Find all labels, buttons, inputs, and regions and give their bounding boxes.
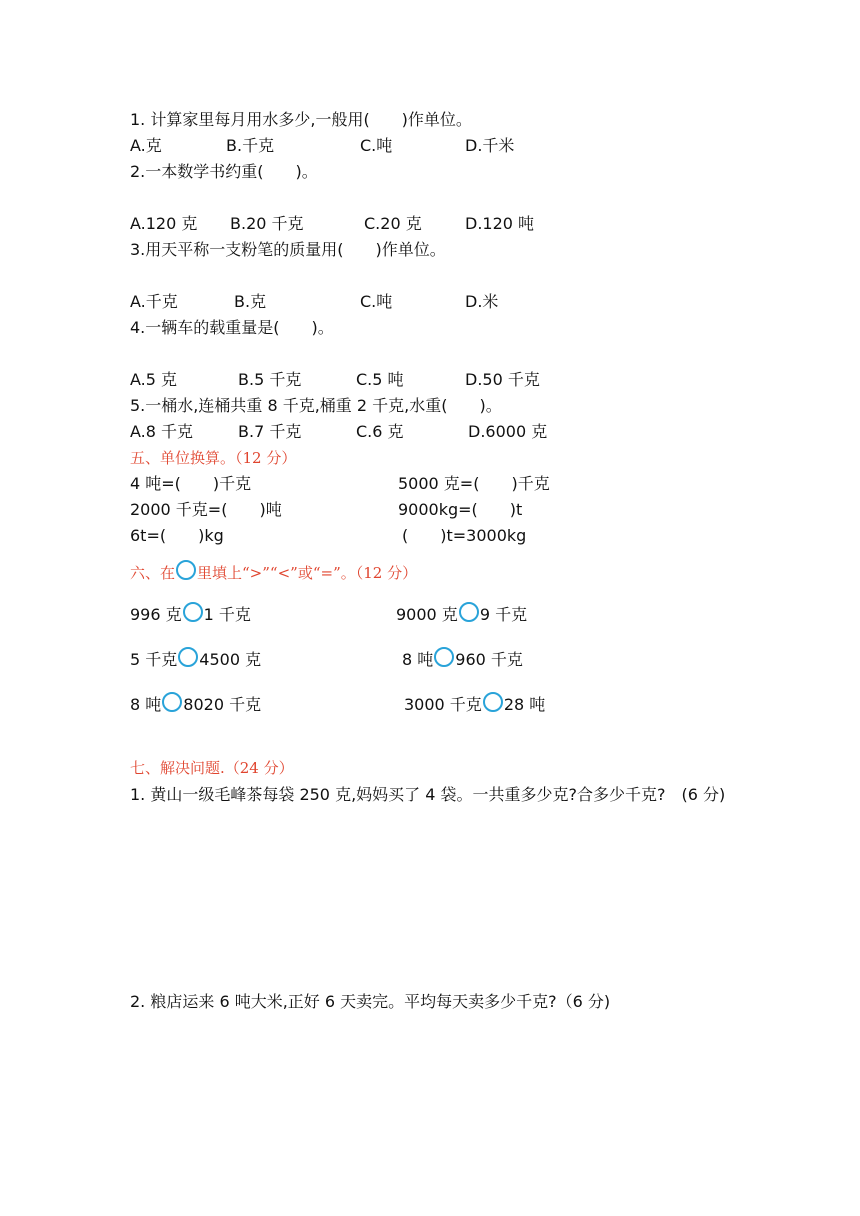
answer-circle-icon[interactable]: [483, 692, 503, 712]
problem-2: 2. 粮店运来 6 吨大米,正好 6 天卖完。平均每天卖多少千克?（6 分): [130, 992, 611, 1011]
compare-item-4: [402, 647, 523, 671]
q1-stem: 1. 计算家里每月用水多少,一般用( )作单位。: [130, 110, 472, 129]
circle-icon: [176, 560, 196, 580]
q4-option-b: B.5 千克: [238, 370, 302, 389]
answer-circle-icon[interactable]: [178, 647, 198, 667]
q3-option-d: D.米: [465, 292, 499, 311]
q4-option-c: C.5 吨: [356, 370, 404, 389]
compare-item-6: [404, 692, 545, 716]
q5-option-b: B.7 千克: [238, 422, 302, 441]
q4-stem: 4.一辆车的载重量是( )。: [130, 318, 334, 337]
compare-item-1: [130, 602, 251, 626]
conversion-item-4: 9000kg=( )t: [398, 500, 523, 519]
section5-heading: 五、单位换算。（12 分）: [130, 449, 297, 467]
q1-option-c: C.吨: [360, 136, 393, 155]
compare-item-2: [396, 602, 527, 626]
compare-left: 5 千克: [130, 650, 178, 669]
section7-heading: 七、解决问题.（24 分）: [130, 759, 294, 777]
q3-option-c: C.吨: [360, 292, 393, 311]
answer-circle-icon[interactable]: [459, 602, 479, 622]
q5-option-c: C.6 克: [356, 422, 404, 441]
q5-stem: 5.一桶水,连桶共重 8 千克,桶重 2 千克,水重( )。: [130, 396, 502, 415]
section6-heading: [130, 560, 417, 583]
section6-heading-pre: 六、在: [130, 564, 176, 582]
q2-option-d: D.120 吨: [465, 214, 535, 233]
q5-option-a: A.8 千克: [130, 422, 194, 441]
compare-right: 4500 克: [199, 650, 262, 669]
compare-item-3: [130, 647, 261, 671]
q3-option-b: B.克: [234, 292, 267, 311]
compare-right: 28 吨: [503, 695, 546, 714]
compare-right: 1 千克: [203, 605, 251, 624]
q2-option-a: A.120 克: [130, 214, 198, 233]
q4-option-a: A.5 克: [130, 370, 178, 389]
q2-option-c: C.20 克: [364, 214, 422, 233]
compare-left: 3000 千克: [404, 695, 482, 714]
problem-1: 1. 黄山一级毛峰茶每袋 250 克,妈妈买了 4 袋。一共重多少克?合多少千克? (6 分): [130, 785, 726, 804]
compare-left: 9000 克: [396, 605, 458, 624]
compare-right: 960 千克: [455, 650, 523, 669]
q1-option-b: B.千克: [226, 136, 275, 155]
answer-circle-icon[interactable]: [162, 692, 182, 712]
compare-right: 8020 千克: [183, 695, 262, 714]
compare-item-5: [130, 692, 261, 716]
q2-stem: 2.一本数学书约重( )。: [130, 162, 318, 181]
q5-option-d: D.6000 克: [468, 422, 548, 441]
conversion-item-3: 2000 千克=( )吨: [130, 500, 282, 519]
q4-option-d: D.50 千克: [465, 370, 540, 389]
conversion-item-1: 4 吨=( )千克: [130, 474, 252, 493]
answer-circle-icon[interactable]: [183, 602, 203, 622]
compare-right: 9 千克: [479, 605, 528, 624]
q3-option-a: A.千克: [130, 292, 178, 311]
section6-heading-post: 里填上“>”“<”或“=”。（12 分）: [197, 564, 418, 582]
conversion-item-6: ( )t=3000kg: [402, 526, 527, 545]
answer-circle-icon[interactable]: [434, 647, 454, 667]
compare-left: 8 吨: [130, 695, 162, 714]
conversion-item-5: 6t=( )kg: [130, 526, 224, 545]
conversion-item-2: 5000 克=( )千克: [398, 474, 550, 493]
q1-option-d: D.千米: [465, 136, 515, 155]
compare-left: 8 吨: [402, 650, 434, 669]
q2-option-b: B.20 千克: [230, 214, 304, 233]
q1-option-a: A.克: [130, 136, 162, 155]
q3-stem: 3.用天平称一支粉笔的质量用( )作单位。: [130, 240, 446, 259]
compare-left: 996 克: [130, 605, 182, 624]
